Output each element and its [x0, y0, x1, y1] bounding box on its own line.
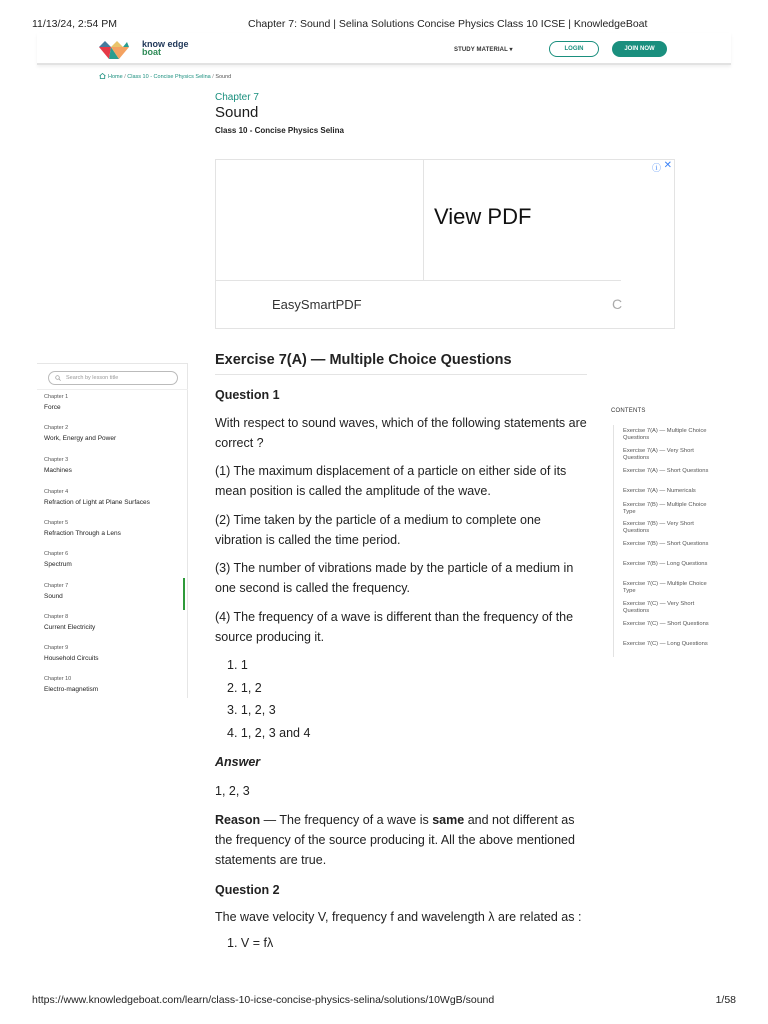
chapter-number: Chapter 10: [44, 676, 72, 682]
option-4: 4. 1, 2, 3 and 4: [227, 726, 311, 740]
contents-item[interactable]: Exercise 7(C) — Short Questions: [623, 621, 709, 627]
sidebar-chapter-4[interactable]: [44, 489, 184, 517]
reason-text-part: and not different as the frequency of the source producing it. All the above mentioned statements are true.: [215, 813, 575, 867]
sidebar-divider: [37, 363, 188, 364]
logo-text[interactable]: [142, 40, 189, 56]
home-icon: [99, 73, 106, 79]
chapter-name: Refraction of Light at Plane Surfaces: [44, 499, 150, 506]
study-material-menu[interactable]: STUDY MATERIAL ▾: [454, 47, 513, 53]
print-url: https://www.knowledgeboat.com/learn/class-10-icse-concise-physics-selina/solutions/10WgB/sound: [32, 994, 495, 1006]
breadcrumb-separator: /: [210, 74, 216, 80]
sidebar-chapter-1[interactable]: [44, 394, 184, 422]
breadcrumb-current: Sound: [215, 74, 232, 80]
statement-1: (1) The maximum displacement of a particle on either side of its mean position is called the amplitude of the wave.: [215, 464, 567, 498]
option-3: 3. 1, 2, 3: [227, 703, 276, 717]
breadcrumb: [99, 73, 231, 80]
ad-headline[interactable]: View PDF: [434, 204, 532, 229]
chapter-sidebar: [37, 363, 188, 698]
search-placeholder: Search by lesson title: [66, 375, 119, 381]
chapter-number: Chapter 4: [44, 489, 69, 495]
reason-text: [215, 810, 587, 870]
print-datetime: 11/13/24, 2:54 PM: [32, 18, 118, 30]
ad-advertiser[interactable]: EasySmartPDF: [272, 297, 362, 312]
contents-item[interactable]: Exercise 7(B) — Short Questions: [623, 541, 709, 547]
ad-info-icon[interactable]: ⓘ: [651, 163, 661, 173]
question-2-option-1: 1. V = fλ: [227, 936, 274, 950]
reason-emphasis: same: [432, 813, 465, 827]
chapter-name: Machines: [44, 467, 72, 474]
chapter-number: Chapter 7: [44, 583, 69, 589]
join-now-button[interactable]: JOIN NOW: [612, 41, 667, 57]
reason-text-part: — The frequency of a wave is: [260, 813, 433, 827]
breadcrumb-home[interactable]: Home: [108, 74, 123, 80]
chapter-name: Current Electricity: [44, 624, 96, 631]
breadcrumb-class[interactable]: Class 10 - Concise Physics Selina: [127, 74, 211, 80]
sidebar-chapter-6[interactable]: [44, 551, 184, 579]
sidebar-chapter-3[interactable]: [44, 457, 184, 485]
chapter-number: Chapter 5: [44, 520, 69, 526]
knowledgeboat-logo-icon[interactable]: [97, 39, 131, 61]
chapter-number: Chapter 6: [44, 551, 69, 557]
logo-text-line1: know edge: [142, 39, 189, 49]
contents-item[interactable]: Exercise 7(B) — Very Short Questions: [623, 521, 694, 534]
ad-divider: [423, 160, 424, 280]
chapter-name: Spectrum: [44, 561, 72, 568]
chapter-number: Chapter 9: [44, 645, 69, 651]
chapter-name: Sound: [44, 593, 63, 600]
lesson-search-input[interactable]: [48, 371, 178, 385]
sidebar-chapter-9[interactable]: [44, 645, 184, 673]
contents-item[interactable]: Exercise 7(B) — Long Questions: [623, 561, 708, 567]
breadcrumb-separator: /: [122, 74, 128, 80]
section-title: Exercise 7(A) — Multiple Choice Questions: [215, 352, 512, 368]
ad-close-icon[interactable]: ✕: [663, 160, 672, 171]
answer-label: Answer: [215, 755, 261, 769]
sidebar-chapter-10[interactable]: [44, 676, 184, 704]
question-2-text: The wave velocity V, frequency f and wavelength λ are related as :: [215, 910, 582, 924]
page-subtitle: Class 10 - Concise Physics Selina: [215, 126, 344, 135]
contents-item[interactable]: Exercise 7(C) — Very Short Questions: [623, 601, 695, 614]
contents-item[interactable]: Exercise 7(B) — Multiple Choice Type: [623, 502, 707, 515]
contents-item[interactable]: Exercise 7(C) — Multiple Choice Type: [623, 581, 707, 594]
sidebar-divider: [37, 389, 188, 390]
sidebar-chapter-5[interactable]: [44, 520, 184, 548]
option-1: 1. 1: [227, 658, 248, 672]
contents-item[interactable]: Exercise 7(A) — Multiple Choice Questions: [623, 428, 707, 441]
contents-item[interactable]: Exercise 7(A) — Short Questions: [623, 468, 709, 474]
print-page-number: 1/58: [715, 994, 736, 1006]
section-divider: [215, 374, 587, 375]
sidebar-chapter-8[interactable]: [44, 614, 184, 642]
login-button[interactable]: LOGIN: [549, 41, 599, 57]
active-chapter-indicator: [183, 578, 185, 610]
contents-list: [613, 425, 713, 657]
statement-2: (2) Time taken by the particle of a medium to complete one vibration is called the time period.: [215, 513, 541, 547]
sidebar-chapter-7[interactable]: [44, 583, 184, 611]
ad-divider: [216, 280, 621, 281]
question-1-text: With respect to sound waves, which of the following statements are correct ?: [215, 416, 587, 450]
chapter-label: Chapter 7: [215, 92, 259, 103]
contents-item[interactable]: Exercise 7(A) — Numericals: [623, 488, 696, 494]
contents-heading: CONTENTS: [611, 408, 646, 414]
site-header: [37, 33, 731, 65]
chapter-number: Chapter 1: [44, 394, 69, 400]
answer-value: 1, 2, 3: [215, 784, 250, 798]
contents-item[interactable]: Exercise 7(A) — Very Short Questions: [623, 448, 694, 461]
statement-4: (4) The frequency of a wave is different than the frequency of the source producing it.: [215, 610, 574, 644]
statement-3: (3) The number of vibrations made by the particle of a medium in one second is called the frequency.: [215, 561, 574, 595]
page-title: Sound: [215, 104, 259, 121]
question-1-title: Question 1: [215, 388, 280, 402]
chapter-name: Force: [44, 404, 61, 411]
sidebar-chapter-2[interactable]: [44, 425, 184, 453]
print-page-title: Chapter 7: Sound | Selina Solutions Concise Physics Class 10 ICSE | KnowledgeBoat: [248, 18, 648, 30]
ad-cutoff-text: C: [612, 296, 623, 312]
chapter-name: Refraction Through a Lens: [44, 530, 121, 537]
search-icon: [55, 375, 61, 381]
chapter-name: Household Circuits: [44, 655, 99, 662]
chapter-number: Chapter 2: [44, 425, 69, 431]
advertisement[interactable]: [215, 159, 675, 329]
chapter-name: Work, Energy and Power: [44, 435, 117, 442]
chapter-name: Electro-magnetism: [44, 686, 99, 693]
logo-text-line2: boat: [142, 47, 161, 57]
chapter-number: Chapter 8: [44, 614, 69, 620]
option-2: 2. 1, 2: [227, 681, 262, 695]
contents-item[interactable]: Exercise 7(C) — Long Questions: [623, 641, 708, 647]
question-2-title: Question 2: [215, 883, 280, 897]
chapter-number: Chapter 3: [44, 457, 69, 463]
reason-label: Reason: [215, 813, 261, 827]
